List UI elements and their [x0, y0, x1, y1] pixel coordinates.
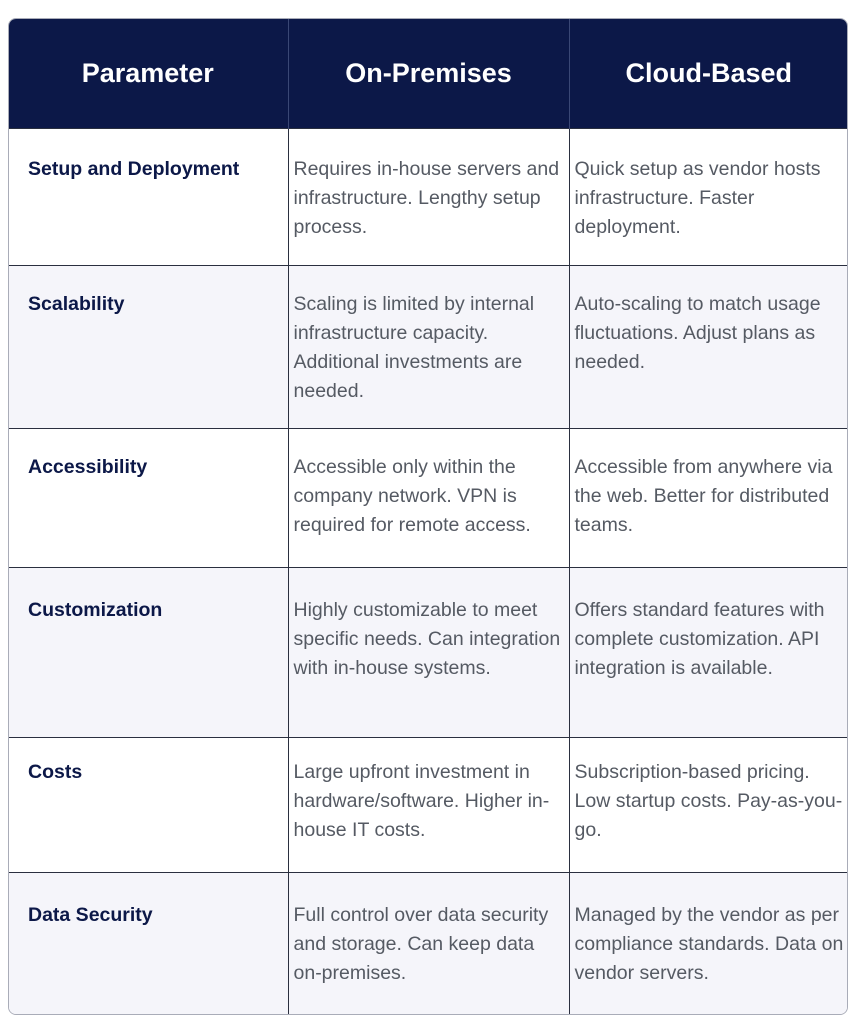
header-cloud-based: Cloud-Based — [569, 18, 848, 129]
cloud-based-cell: Offers standard features with complete customization. API integration is available. — [569, 568, 848, 738]
cloud-based-cell: Accessible from anywhere via the web. Better for distributed teams. — [569, 429, 848, 568]
header-on-premises: On-Premises — [288, 18, 569, 129]
cloud-based-cell: Subscription-based pricing. Low startup costs. Pay-as-you-go. — [569, 738, 848, 873]
cloud-based-cell: Managed by the vendor as per compliance standards. Data on vendor servers. — [569, 873, 848, 1014]
table-body — [8, 129, 848, 1014]
on-premises-cell: Scaling is limited by internal infrastructure capacity. Additional investments are needed. — [288, 266, 569, 429]
on-premises-cell: Requires in-house servers and infrastructure. Lengthy setup process. — [288, 129, 569, 266]
parameter-cell: Costs — [8, 738, 288, 873]
parameter-cell: Customization — [8, 568, 288, 738]
header-row — [8, 18, 848, 129]
on-premises-cell: Accessible only within the company network. VPN is required for remote access. — [288, 429, 569, 568]
table-row — [8, 429, 848, 568]
header-parameter: Parameter — [8, 18, 288, 129]
comparison-table-frame — [8, 18, 848, 1015]
comparison-table — [8, 18, 848, 1014]
cloud-based-cell: Auto-scaling to match usage fluctuations. Adjust plans as needed. — [569, 266, 848, 429]
table-row — [8, 568, 848, 738]
table-header — [8, 18, 848, 129]
cloud-based-cell: Quick setup as vendor hosts infrastructure. Faster deployment. — [569, 129, 848, 266]
parameter-cell: Scalability — [8, 266, 288, 429]
on-premises-cell: Large upfront investment in hardware/software. Higher in-house IT costs. — [288, 738, 569, 873]
on-premises-cell: Full control over data security and storage. Can keep data on-premises. — [288, 873, 569, 1014]
parameter-cell: Data Security — [8, 873, 288, 1014]
table-row — [8, 129, 848, 266]
table-row — [8, 738, 848, 873]
table-row — [8, 873, 848, 1014]
parameter-cell: Accessibility — [8, 429, 288, 568]
on-premises-cell: Highly customizable to meet specific needs. Can integration with in-house systems. — [288, 568, 569, 738]
parameter-cell: Setup and Deployment — [8, 129, 288, 266]
table-row — [8, 266, 848, 429]
